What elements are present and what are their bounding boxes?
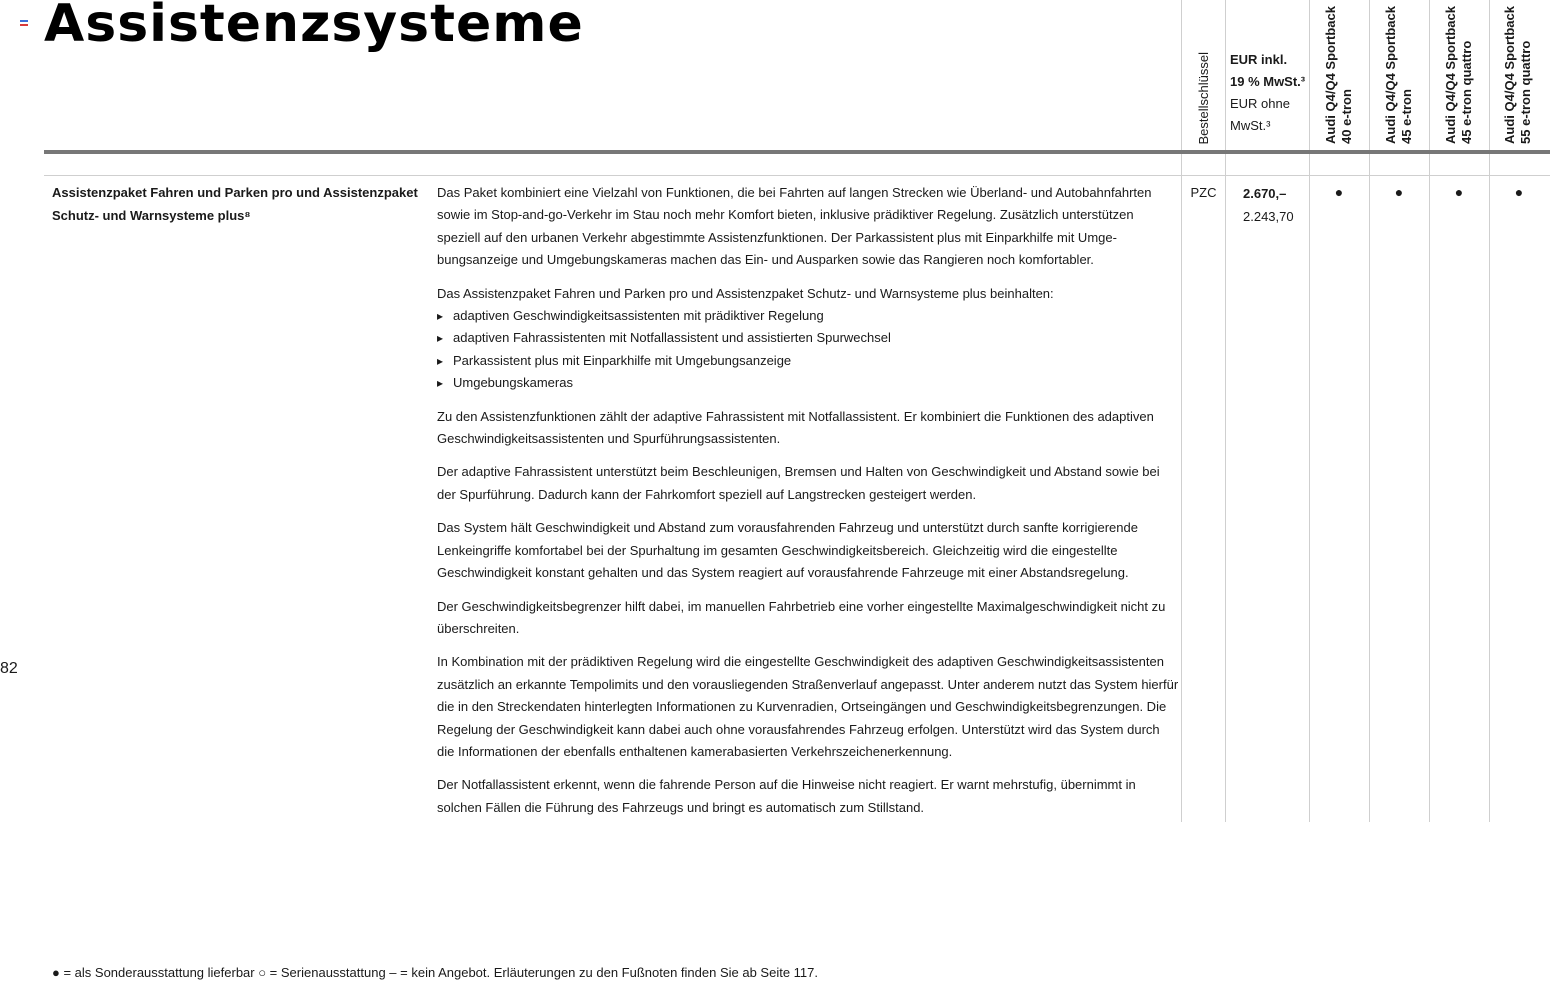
item-price bbox=[1243, 182, 1294, 228]
list-item: ▸ adaptiven Geschwindigkeitsassistenten mit prädiktiver Regelung bbox=[437, 305, 1179, 327]
availability-45-e-tron: ● bbox=[1394, 184, 1404, 200]
column-divider bbox=[1489, 0, 1490, 822]
row-rule bbox=[44, 175, 1550, 176]
column-divider bbox=[1181, 0, 1182, 822]
model-header-45-e-tron-quattro: Audi Q4/Q4 Sportback 45 e-tron quattro bbox=[1443, 6, 1474, 144]
column-divider bbox=[1429, 0, 1430, 822]
availability-40-e-tron: ● bbox=[1334, 184, 1344, 200]
column-divider bbox=[1369, 0, 1370, 822]
order-key-header: Bestellschlüssel bbox=[1196, 51, 1211, 144]
footer-legend: ● = als Sonderausstattung lieferbar ○ = Serienausstattung – = kein Angebot. Erläuterungen zu den Fußnoten finden Sie ab Seite 117. bbox=[52, 965, 819, 980]
list-item: ▸ Umgebungskameras bbox=[437, 372, 1179, 394]
price-excl-header-line2: MwSt.³ bbox=[1230, 118, 1271, 133]
includes-list bbox=[437, 305, 1179, 395]
description-paragraph: Der Notfallassistent erkennt, wenn die fahrende Person auf die Hinweise nicht reagiert. Er warnt mehrstufig, übernimmt in solchen Fällen die Führung des Fahrzeugs und bringt es automatisch zum Stillstand. bbox=[437, 777, 1136, 815]
description-paragraph: Der adaptive Fahrassistent unterstützt beim Beschleunigen, Bremsen und Halten von Geschwindigkeit und Abstand sowie bei der Spurführung. Dadurch kann der Fahrkomfort speziell auf Langstrecken gesteigert werden. bbox=[437, 464, 1160, 502]
column-divider bbox=[1309, 0, 1310, 822]
availability-55-e-tron-quattro: ● bbox=[1514, 184, 1524, 200]
item-name: Assistenzpaket Fahren und Parken pro und Assistenzpaket Schutz- und Warnsysteme plus⁸ bbox=[52, 185, 418, 223]
availability-45-e-tron-quattro: ● bbox=[1454, 184, 1464, 200]
page-number: 82 bbox=[0, 660, 18, 677]
price-incl-header-line1: EUR inkl. bbox=[1230, 52, 1288, 67]
header-rule bbox=[44, 150, 1550, 154]
item-description bbox=[437, 182, 1179, 830]
list-item: ▸ adaptiven Fahrassistenten mit Notfallassistent und assistierten Spurwechsel bbox=[437, 327, 1179, 349]
flag-stripe-red bbox=[20, 24, 28, 26]
page-title: Assistenzsysteme bbox=[44, 0, 584, 54]
description-paragraph: Zu den Assistenzfunktionen zählt der adaptive Fahrassistent mit Notfallassistent. Er kombiniert die Funktionen des adaptiven Geschwindigkeitsassistenten und Spurführungsassistenten. bbox=[437, 408, 1154, 447]
description-intro: Das Paket kombiniert eine Vielzahl von Funktionen, die bei Fahrten auf langen Strecken wie Überland- und Autobahnfahrten sowie im Stop-and-go-Verkehr im Stau noch mehr Komfort bieten, inklusive prädiktiver Regelung. Zusätzlich unterstützen speziell auf den urbanen Verkehr abgestimmte Assistenzfunktionen. Der Parkassistent plus mit Einparkhilfe mit Umgebungsanzeige und Umgebungskameras machen das Ein- und Ausparken sowie das Rangieren noch komfortabler. bbox=[437, 185, 1152, 268]
description-paragraph: In Kombination mit der prädiktiven Regelung wird die eingestellte Geschwindigkeit des adaptiven Geschwindigkeitsassistenten zusätzlich an erkannte Tempolimits und den vorausliegenden Straßenverlauf angepasst. Unter anderem nutzt das System hierfür die in den Streckendaten hinterlegten Informationen zu Kurvenradien, Ortseingängen und Geschwindigkeitsbegrenzungen. Die Regelung der Geschwindigkeit kann dabei auch ohne vorausfahrendes Fahrzeug erfolgen. Unterstützt wird das System durch die Informationen der ebenfalls enthaltenen kamerabasierten Verkehrszeichenerkennung. bbox=[437, 654, 1179, 759]
order-code: PZC bbox=[1190, 185, 1217, 200]
price-excl-header-line1: EUR ohne bbox=[1230, 96, 1290, 111]
price-incl-vat: 2.670,– bbox=[1243, 186, 1287, 201]
description-paragraph: Das System hält Geschwindigkeit und Abstand zum vorausfahrenden Fahrzeug und unterstützt durch sanfte korrigierende Lenkeingriffe komfortabel bei der Spurhaltung im gesamten Geschwindigkeitsbereich. Gleichzeitig wird die eingestellte Geschwindigkeit konstant gehalten und das System reagiert auf vorausfahrende Fahrzeuge mit einer Abstandsregelung. bbox=[437, 520, 1138, 581]
price-header bbox=[1230, 49, 1305, 137]
price-excl-vat: 2.243,70 bbox=[1243, 209, 1294, 224]
description-paragraph: Der Geschwindigkeitsbegrenzer hilft dabei, im manuellen Fahrbetrieb eine vorher eingestellte Maximalgeschwindigkeit nicht zu überschreiten. bbox=[437, 598, 1166, 636]
model-header-40-e-tron: Audi Q4/Q4 Sportback 40 e-tron bbox=[1323, 6, 1354, 144]
model-header-55-e-tron-quattro: Audi Q4/Q4 Sportback 55 e-tron quattro bbox=[1502, 6, 1533, 144]
list-item: ▸ Parkassistent plus mit Einparkhilfe mit Umgebungsanzeige bbox=[437, 350, 1179, 372]
column-divider bbox=[1225, 0, 1226, 822]
model-header-45-e-tron: Audi Q4/Q4 Sportback 45 e-tron bbox=[1383, 6, 1414, 144]
brand-flag-icon bbox=[20, 20, 28, 26]
price-incl-header-line2: 19 % MwSt.³ bbox=[1230, 74, 1306, 89]
includes-intro: Das Assistenzpaket Fahren und Parken pro und Assistenzpaket Schutz- und Warnsysteme plus beinhalten: bbox=[437, 285, 1054, 301]
